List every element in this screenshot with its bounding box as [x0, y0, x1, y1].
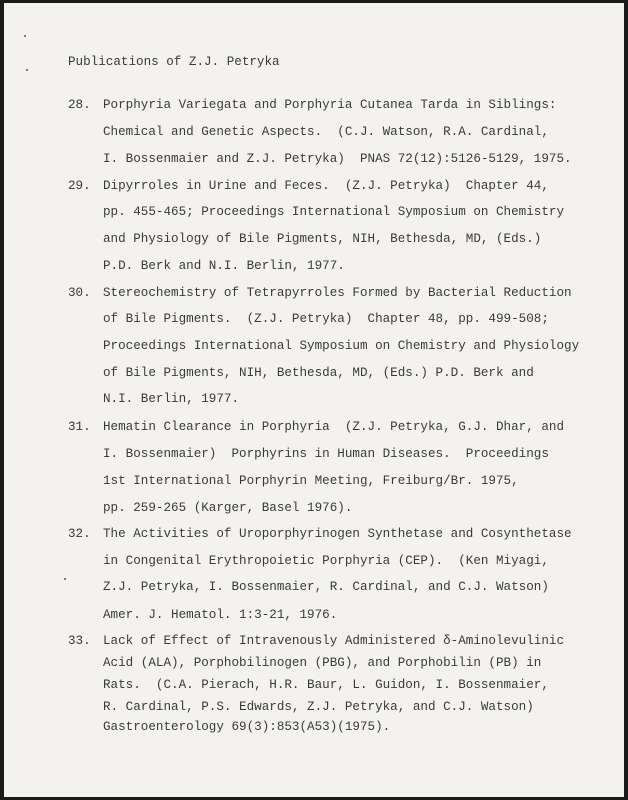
entry-text-line: of Bile Pigments, NIH, Bethesda, MD, (Eds.) P.D. Berk and: [103, 366, 534, 380]
page-header: Publications of Z.J. Petryka: [68, 55, 280, 69]
entry-text-line: Stereochemistry of Tetrapyrroles Formed by Bacterial Reduction: [103, 286, 572, 300]
entry-text-line: I. Bossenmaier) Porphyrins in Human Diseases. Proceedings: [103, 447, 549, 461]
entry-text-line: in Congenital Erythropoietic Porphyria (CEP). (Ken Miyagi,: [103, 554, 549, 568]
entry-text-line: Proceedings International Symposium on Chemistry and Physiology: [103, 339, 580, 353]
entry-text-line: Acid (ALA), Porphobilinogen (PBG), and Porphobilin (PB) in: [103, 656, 542, 670]
entry-text-line: Gastroenterology 69(3):853(A53)(1975).: [103, 720, 391, 734]
entry-text-line: of Bile Pigments. (Z.J. Petryka) Chapter 48, pp. 499-508;: [103, 312, 549, 326]
entry-text-line: pp. 455-465; Proceedings International Symposium on Chemistry: [103, 205, 565, 219]
entry-text-line: Amer. J. Hematol. 1:3-21, 1976.: [103, 608, 338, 622]
entry-number: 32.: [68, 527, 91, 541]
entry-text-line: 1st International Porphyrin Meeting, Freiburg/Br. 1975,: [103, 474, 519, 488]
punch-mark: [24, 35, 26, 37]
entry-text-line: Dipyrroles in Urine and Feces. (Z.J. Petryka) Chapter 44,: [103, 179, 549, 193]
entry-number: 31.: [68, 420, 91, 434]
entry-text-line: Porphyria Variegata and Porphyria Cutanea Tarda in Siblings:: [103, 98, 557, 112]
entry-text-line: N.I. Berlin, 1977.: [103, 392, 240, 406]
punch-mark: [64, 578, 66, 580]
entry-text-line: Rats. (C.A. Pierach, H.R. Baur, L. Guidon, I. Bossenmaier,: [103, 678, 549, 692]
entry-text-line: P.D. Berk and N.I. Berlin, 1977.: [103, 259, 345, 273]
entry-text-line: R. Cardinal, P.S. Edwards, Z.J. Petryka, and C.J. Watson): [103, 700, 534, 714]
entry-text-line: Hematin Clearance in Porphyria (Z.J. Petryka, G.J. Dhar, and: [103, 420, 565, 434]
punch-mark: [26, 69, 28, 71]
entry-text-line: Z.J. Petryka, I. Bossenmaier, R. Cardinal, and C.J. Watson): [103, 580, 549, 594]
entry-number: 29.: [68, 179, 91, 193]
entry-text-line: I. Bossenmaier and Z.J. Petryka) PNAS 72(12):5126-5129, 1975.: [103, 152, 572, 166]
document-page: [4, 3, 624, 797]
entry-text-line: Chemical and Genetic Aspects. (C.J. Watson, R.A. Cardinal,: [103, 125, 549, 139]
entry-number: 33.: [68, 634, 91, 648]
entry-text-line: Lack of Effect of Intravenously Administered δ-Aminolevulinic: [103, 634, 565, 648]
entry-number: 30.: [68, 286, 91, 300]
entry-text-line: The Activities of Uroporphyrinogen Synthetase and Cosynthetase: [103, 527, 572, 541]
entry-text-line: pp. 259-265 (Karger, Basel 1976).: [103, 501, 353, 515]
entry-number: 28.: [68, 98, 91, 112]
entry-text-line: and Physiology of Bile Pigments, NIH, Bethesda, MD, (Eds.): [103, 232, 542, 246]
